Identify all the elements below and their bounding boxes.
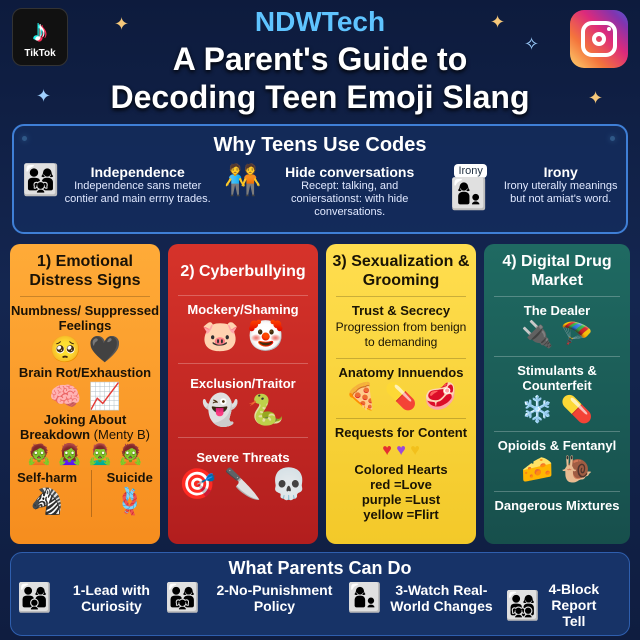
item-label: Opioids & Fentanyl — [497, 438, 617, 453]
item-label: Stimulants & Counterfeit — [517, 363, 597, 393]
sparkle-icon: ✧ — [524, 34, 540, 54]
zebra-icon: 🦓 — [30, 486, 64, 516]
item-label: Dangerous Mixtures — [494, 498, 620, 513]
why-item-heading: Irony — [543, 164, 578, 180]
tiktok-logo-icon: ♪ — [32, 14, 48, 48]
why-item-hide — [224, 164, 434, 230]
title-line-2: Decoding Teen Emoji Slang — [110, 79, 530, 115]
parent-tip-label: 2-No-Punishment Policy — [216, 581, 333, 614]
heart-meaning-yellow: yellow =Flirt — [363, 507, 439, 522]
hearts-icon — [326, 440, 476, 462]
sparkle-icon: ✦ — [36, 86, 52, 106]
item-label: Severe Threats — [196, 450, 290, 465]
column-sexualization — [326, 244, 476, 544]
pleading-heart-icon: 🥺 🖤 — [49, 334, 121, 364]
heart-meaning-purple: purple =Lust — [361, 492, 441, 507]
parents-title: What Parents Can Do — [228, 558, 412, 578]
column-drug-market — [484, 244, 630, 544]
column-cyberbullying — [168, 244, 318, 544]
item-label: Brain Rot/Exhaustion — [18, 365, 152, 380]
column-emotional-distress — [10, 244, 160, 544]
title-line-1: A Parent's Guide to — [172, 41, 468, 77]
parent-tip-2 — [165, 581, 345, 614]
page-title — [0, 40, 640, 116]
snowflake-pill-icon: ❄️ 💊 — [521, 394, 593, 424]
mother-child-icon: 👩‍👦 — [347, 582, 382, 613]
why-item-body: Recept: talking, and coniersationst: with hide conversations. — [290, 180, 409, 218]
sparkle-icon: ✦ — [490, 12, 506, 32]
parent-tip-label: 3-Watch Real-World Changes — [390, 581, 493, 614]
parent-tip-1 — [17, 581, 167, 614]
item-label-text: Joking About Breakdown — [19, 412, 127, 442]
item-label — [10, 412, 160, 442]
why-item-body: Independence sans meter contier and main errny trades. — [64, 180, 211, 205]
item-label: Anatomy Innuendos — [338, 365, 464, 380]
ghost-snake-icon: 👻 🐍 — [201, 394, 285, 427]
item-sub: Progression from benign to demanding — [335, 320, 467, 349]
why-item-heading: Independence — [90, 164, 185, 180]
column-title: 1) Emotional Distress Signs — [29, 253, 141, 289]
pig-clown-icon: 🐷 🤡 — [201, 320, 285, 353]
column-title: 4) Digital Drug Market — [502, 253, 612, 289]
yellow-heart-icon: ♥ — [410, 442, 420, 459]
item-label: Mockery/Shaming — [187, 302, 299, 317]
item-label: The Dealer — [523, 303, 591, 318]
parent-tip-label: 4-Block Report Tell — [548, 581, 600, 629]
item-label: Trust & Secrecy — [351, 303, 451, 318]
item-label: Suicide — [106, 470, 153, 485]
column-title: 2) Cyberbullying — [180, 263, 306, 280]
red-heart-icon: ♥ — [382, 442, 392, 459]
irony-speech-bubble: Irony — [454, 164, 486, 178]
item-label: Self-harm — [17, 470, 78, 485]
people-chat-icon: 🧑‍🤝‍🧑 — [224, 164, 262, 197]
cheese-snail-icon: 🧀 🐌 — [521, 454, 593, 484]
item-label: Colored Hearts — [354, 462, 448, 477]
heart-meaning-red: red =Love — [370, 477, 432, 492]
why-item-independence — [22, 164, 212, 230]
sparkle-icon: ✦ — [114, 14, 130, 34]
family-icon: 👨‍👩‍👧 — [165, 582, 200, 613]
why-item-heading: Hide conversations — [285, 164, 415, 180]
item-label-extra: (Menty B) — [93, 427, 151, 442]
purple-heart-icon: ♥ — [396, 442, 406, 459]
parent-tip-4 — [505, 581, 625, 629]
pizza-pill-steak-icon: 🍕 💊 🥩 — [345, 381, 457, 411]
why-title: Why Teens Use Codes — [213, 134, 427, 156]
sparkle-icon: ✦ — [588, 88, 604, 108]
parent-tip-3 — [347, 581, 497, 614]
plug-parachute-icon: 🔌 🪂 — [521, 319, 593, 349]
parent-tip-label: 1-Lead with Curiosity — [72, 581, 150, 614]
family-icon: 👨‍👩‍👧 — [22, 164, 60, 197]
target-knife-skull-icon: 🎯 🔪 💀 — [178, 468, 308, 501]
item-label: Exclusion/Traitor — [190, 376, 296, 391]
people-icon: 👩‍👦 — [450, 178, 488, 211]
why-teens-panel — [12, 124, 628, 234]
why-item-irony — [450, 164, 626, 230]
item-label: Requests for Content — [334, 425, 468, 440]
family-icon: 👨‍👩‍👦 — [17, 582, 52, 613]
brain-chart-icon: 🧠 📈 — [49, 381, 121, 411]
brand-name: NDWTech — [254, 6, 386, 37]
knot-icon: 🪢 — [113, 486, 146, 516]
parents-panel — [10, 552, 630, 636]
family-icon: 👨‍👩‍👧‍👦 — [505, 589, 540, 621]
why-item-body: Irony uterally meanings but not amiat's word. — [503, 180, 618, 205]
zombie-icon: 🧟 🧟‍♀️ 🧟‍♂️ 🧟 — [26, 444, 144, 466]
tiktok-label: TikTok — [24, 47, 56, 59]
column-title: 3) Sexualization & Grooming — [332, 253, 470, 289]
item-label: Numbness/ Suppressed Feelings — [10, 303, 160, 333]
